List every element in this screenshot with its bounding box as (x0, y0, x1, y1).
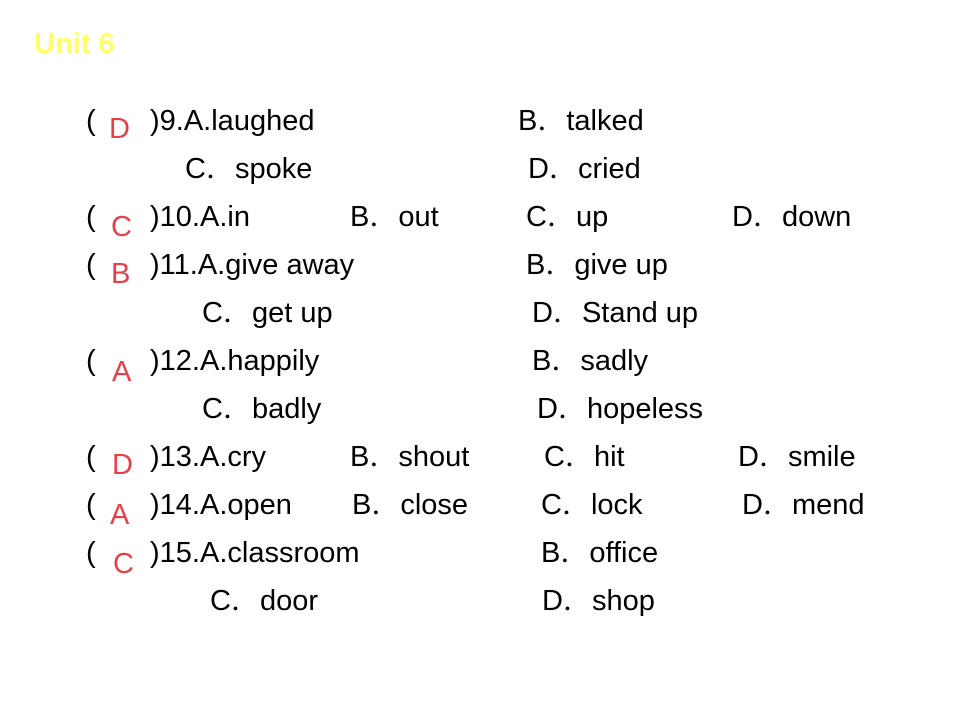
question-11-option-a: )11.A.give away (150, 249, 355, 281)
question-14-answer: A (110, 499, 130, 531)
question-12-answer: A (112, 356, 132, 388)
question-11-open-paren: ( (86, 249, 96, 281)
question-13-option-c: C．hit (544, 441, 625, 473)
question-11-answer: B (111, 258, 131, 290)
question-9-option-c: C．spoke (185, 153, 313, 185)
question-14-option-b: B．close (352, 489, 469, 521)
question-14-option-d: D．mend (742, 489, 865, 521)
question-11-option-b: B．give up (526, 249, 668, 281)
question-15-answer: C (113, 548, 134, 580)
question-10-option-d: D．down (732, 201, 852, 233)
question-9-open-paren: ( (86, 105, 96, 137)
question-10-option-c: C．up (526, 201, 609, 233)
question-13-option-b: B．shout (350, 441, 470, 473)
question-12-option-d: D．hopeless (537, 393, 704, 425)
question-13-answer: D (112, 449, 133, 481)
question-15-option-a: )15.A.classroom (150, 537, 360, 569)
question-10-option-b: B．out (350, 201, 439, 233)
question-13-option-a: )13.A.cry (150, 441, 267, 473)
question-10-answer: C (111, 211, 132, 243)
question-15-option-b: B．office (541, 537, 659, 569)
question-12-option-b: B．sadly (532, 345, 649, 377)
question-10-option-a: )10.A.in (150, 201, 250, 233)
question-12-option-c: C．badly (202, 393, 322, 425)
question-14-open-paren: ( (86, 489, 96, 521)
question-13-open-paren: ( (86, 441, 96, 473)
question-12-option-a: )12.A.happily (150, 345, 320, 377)
question-10-open-paren: ( (86, 201, 96, 233)
question-12-open-paren: ( (86, 345, 96, 377)
question-15-open-paren: ( (86, 537, 96, 569)
question-9-option-a: )9.A.laughed (150, 105, 315, 137)
slide-title: Unit 6 (34, 28, 115, 60)
question-9-answer: D (109, 113, 130, 145)
question-11-option-c: C．get up (202, 297, 333, 329)
question-13-option-d: D．smile (738, 441, 856, 473)
question-15-option-c: C．door (210, 585, 318, 617)
question-14-option-a: )14.A.open (150, 489, 292, 521)
question-15-option-d: D．shop (542, 585, 655, 617)
question-11-option-d: D．Stand up (532, 297, 699, 329)
question-14-option-c: C．lock (541, 489, 643, 521)
question-9-option-b: B．talked (518, 105, 644, 137)
question-9-option-d: D．cried (528, 153, 641, 185)
